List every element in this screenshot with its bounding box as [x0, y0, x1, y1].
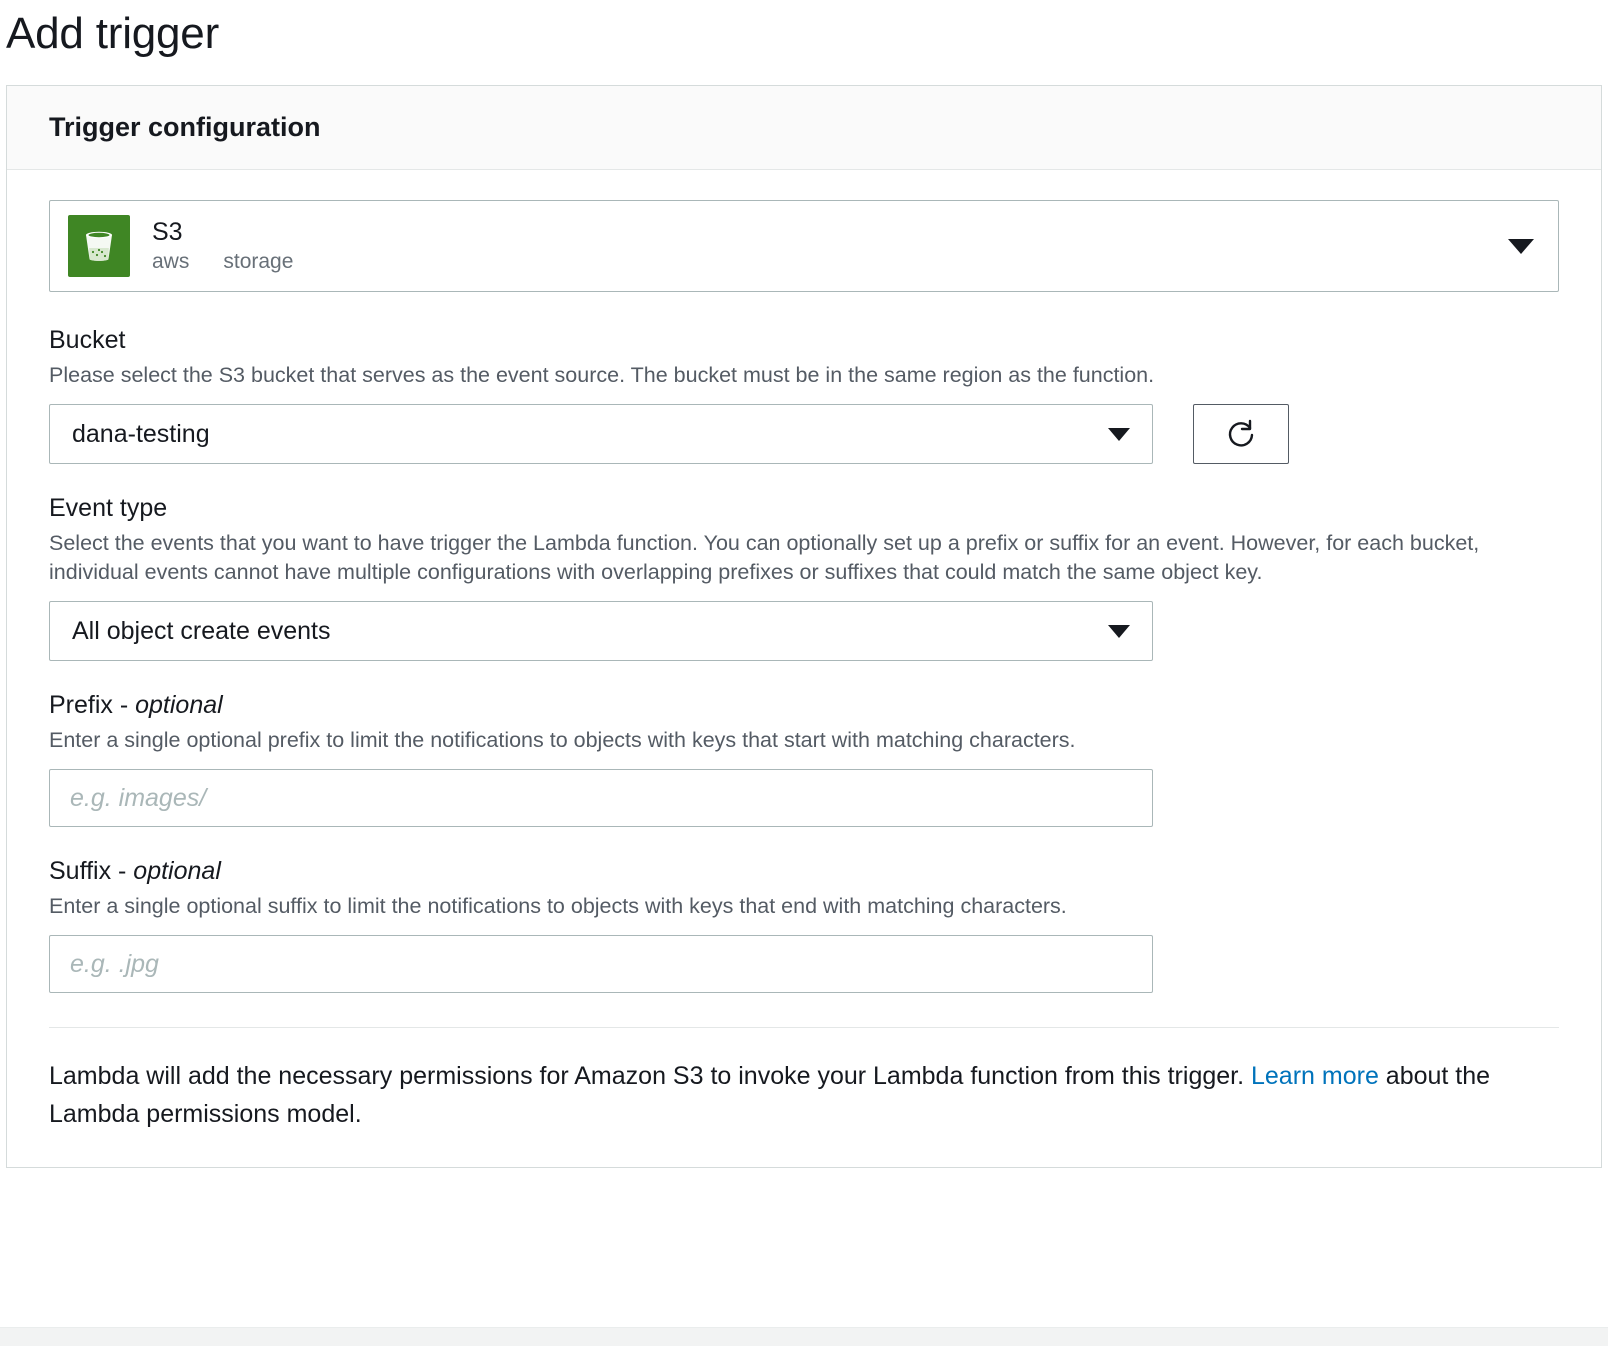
suffix-label-text: Suffix -	[49, 857, 134, 886]
source-text	[152, 218, 1508, 274]
source-name: S3	[152, 218, 183, 247]
prefix-input[interactable]	[49, 769, 1153, 827]
bucket-select[interactable]	[49, 404, 1153, 464]
prefix-label-text: Prefix -	[49, 691, 136, 720]
suffix-field	[49, 857, 1559, 993]
event-type-label: Event type	[49, 494, 168, 523]
prefix-label	[49, 691, 1559, 720]
refresh-icon	[1223, 416, 1259, 452]
suffix-label	[49, 857, 1559, 886]
bottom-strip	[0, 1327, 1608, 1346]
source-vendor: aws	[152, 249, 190, 273]
event-type-selected-value: All object create events	[72, 616, 331, 645]
source-meta	[152, 250, 1508, 274]
panel-title: Trigger configuration	[49, 112, 321, 142]
bucket-refresh-button[interactable]	[1193, 404, 1289, 464]
event-type-field	[49, 494, 1559, 661]
trigger-configuration-panel	[6, 85, 1602, 1168]
bucket-control-row	[49, 404, 1559, 464]
prefix-description: Enter a single optional prefix to limit the notifications to objects with keys that start with matching characters.	[49, 728, 1076, 753]
suffix-description: Enter a single optional suffix to limit the notifications to objects with keys that end with matching characters.	[49, 894, 1067, 919]
permissions-note-after: about the Lambda permissions model.	[49, 1062, 1491, 1128]
event-type-description: Select the events that you want to have trigger the Lambda function. You can optionally set up a prefix or suffix for an event. However, for each bucket, individual events cannot have multiple configurations with overlapping prefixes or suffixes that could match the same object key.	[49, 531, 1480, 585]
chevron-down-icon	[1108, 428, 1130, 441]
permissions-note-before: Lambda will add the necessary permissions for Amazon S3 to invoke your Lambda function from this trigger.	[49, 1062, 1251, 1091]
panel-body	[7, 170, 1601, 1028]
bucket-description: Please select the S3 bucket that serves as the event source. The bucket must be in the same region as the function.	[49, 363, 1155, 387]
chevron-down-icon	[1108, 625, 1130, 638]
panel-header	[7, 86, 1601, 170]
s3-bucket-icon	[68, 215, 130, 277]
permissions-note	[7, 1028, 1601, 1167]
prefix-optional-text: optional	[135, 691, 223, 720]
suffix-optional-text: optional	[133, 857, 221, 886]
trigger-source-select[interactable]	[49, 200, 1559, 292]
bucket-selected-value: dana-testing	[72, 419, 210, 448]
suffix-input[interactable]	[49, 935, 1153, 993]
learn-more-link[interactable]: Learn more	[1251, 1062, 1379, 1091]
page-title: Add trigger	[6, 9, 220, 58]
prefix-field	[49, 691, 1559, 827]
source-category: storage	[223, 249, 294, 273]
bucket-field	[49, 326, 1559, 464]
bucket-label: Bucket	[49, 326, 126, 354]
chevron-down-icon[interactable]	[1508, 239, 1534, 254]
event-type-select[interactable]	[49, 601, 1153, 661]
